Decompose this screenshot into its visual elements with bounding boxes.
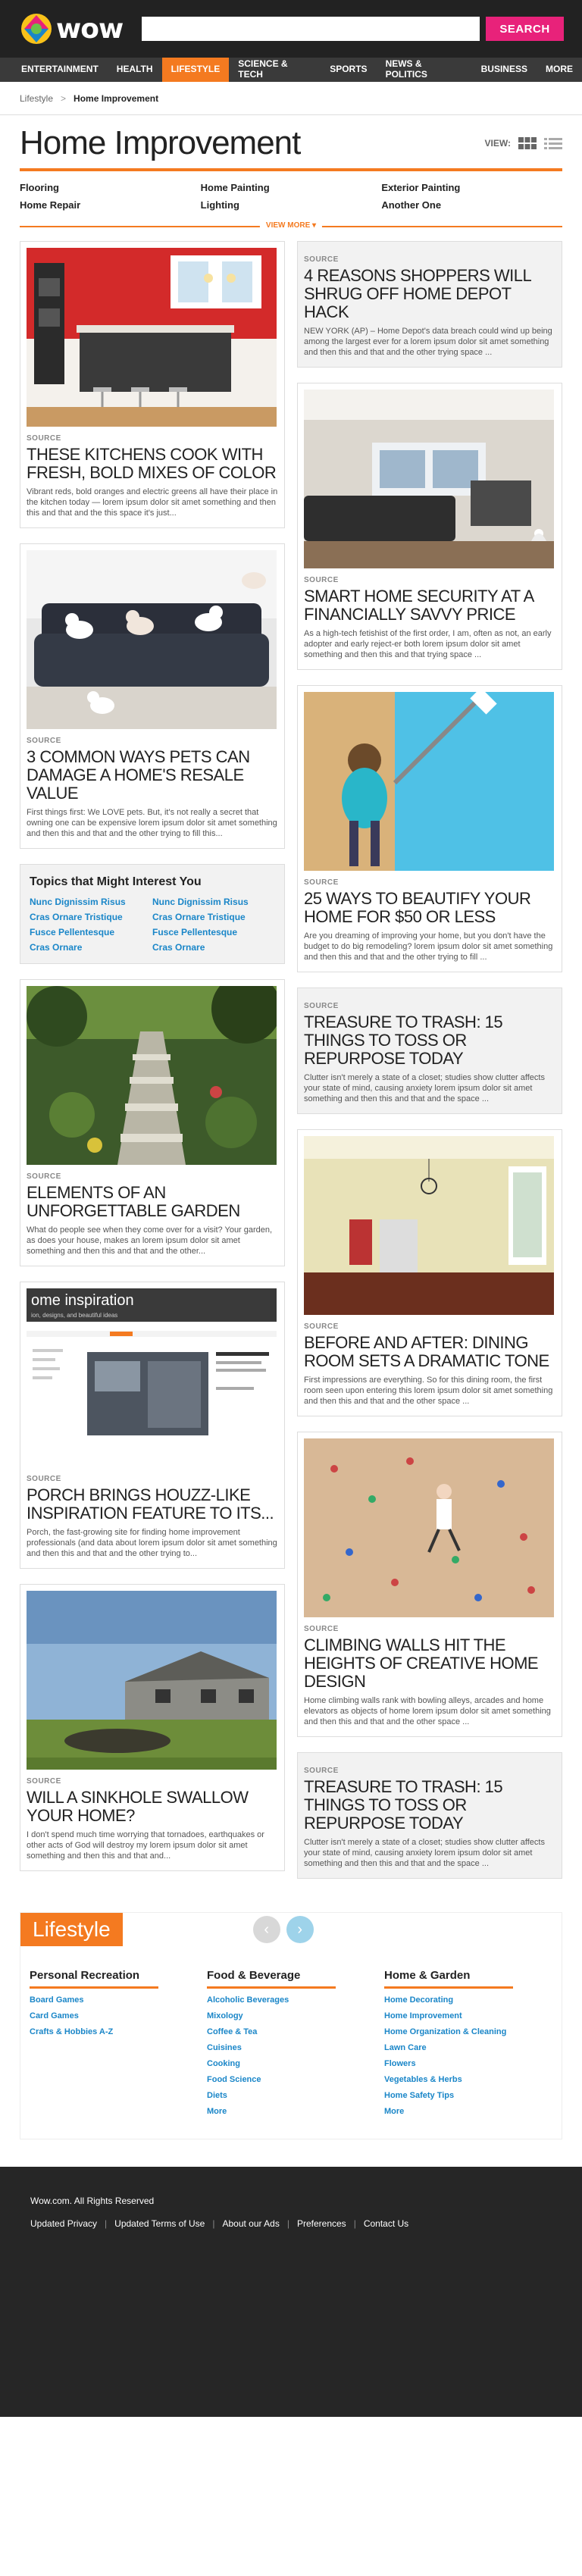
prev-arrow-icon[interactable]: ‹ [253,1916,280,1943]
topic-link[interactable]: Cras Ornare [152,942,205,953]
article-source: SOURCE [304,1322,339,1331]
nav-item-entertainment[interactable]: ENTERTAINMENT [21,64,99,74]
left-column [20,241,285,1879]
lifestyle-link-home-improvement[interactable]: Home Improvement [384,2011,462,2020]
nav-item-health[interactable]: HEALTH [116,64,153,74]
lifestyle-link-home-decorating[interactable]: Home Decorating [384,1995,454,2005]
footer-separator: | [212,2218,215,2229]
lifestyle-link-crafts-hobbies-a-z[interactable]: Crafts & Hobbies A-Z [30,2027,114,2036]
article-source: SOURCE [27,737,61,745]
article-title[interactable]: TREASURE TO TRASH: 15 THINGS TO TOSS OR REPURPOSE TODAY [304,1777,503,1833]
list-view-icon[interactable] [544,137,562,149]
article-source: SOURCE [304,1767,339,1775]
lifestyle-badge: Lifestyle [20,1913,123,1946]
topic-link[interactable]: Cras Ornare Tristique [30,912,123,922]
article-title[interactable]: 3 COMMON WAYS PETS CAN DAMAGE A HOME'S RESALE VALUE [27,747,250,803]
lifestyle-columns [20,1946,562,2116]
grid-view-icon[interactable] [518,137,537,149]
subcategory-flooring[interactable]: Flooring [20,182,59,193]
site-footer [0,2167,582,2417]
top-bar [0,0,582,58]
article-source: SOURCE [304,255,339,264]
article-card[interactable] [20,979,285,1266]
article-title[interactable]: 4 REASONS SHOPPERS WILL SHRUG OFF HOME DEPOT HACK [304,266,531,321]
topic-link[interactable]: Cras Ornare Tristique [152,912,246,922]
svg-text:ome inspiration: ome inspiration [31,1292,134,1309]
article-summary: NEW YORK (AP) – Home Depot's data breach could wind up being among the largest ever for a lorem ipsum dolor sit amet something and then this and that and the other trying space ... [304,327,552,357]
subcategory-lighting[interactable]: Lighting [200,199,239,211]
svg-text:ion, designs, and beautiful id: ion, designs, and beautiful ideas [31,1312,118,1319]
article-title[interactable]: CLIMBING WALLS HIT THE HEIGHTS OF CREATIVE HOME DESIGN [304,1635,539,1691]
lifestyle-column-personal-recreation [30,1969,207,2116]
livingroom-image[interactable] [304,390,554,568]
climbing-image[interactable] [304,1438,554,1617]
footer-link-contact-us[interactable]: Contact Us [363,2218,409,2229]
article-card[interactable] [297,1752,562,1879]
lifestyle-column-title: Food & Beverage [207,1969,336,1989]
article-summary: First things first: We LOVE pets. But, it's not really a secret that owning one can be expensive lorem ipsum dolor sit amet something and then this and that and the other trying to fill this... [27,808,277,838]
article-summary: What do people see when they come over for a visit? Your garden, as does your house, makes an lorem ipsum dolor sit amet something and then this and that and the other... [27,1225,273,1256]
nav-item-news-politics[interactable]: NEWS & POLITICS [385,58,427,80]
lifestyle-column-food-beverage [207,1969,384,2116]
footer-separator: | [353,2218,356,2229]
nav-item-more[interactable]: MORE [546,64,573,74]
article-card[interactable] [20,1584,285,1871]
lifestyle-link-coffee-tea[interactable]: Coffee & Tea [207,2027,258,2036]
subcategory-list [0,171,582,211]
article-title[interactable]: THESE KITCHENS COOK WITH FRESH, BOLD MIXES OF COLOR [27,445,277,482]
article-card[interactable] [297,988,562,1114]
search-button[interactable]: SEARCH [486,17,564,41]
article-card[interactable] [20,241,285,528]
lifestyle-column-title: Home & Garden [384,1969,513,1989]
breadcrumb [0,82,582,115]
article-summary: Clutter isn't merely a state of a closet; studies show clutter affects your state of mind, causing anxiety lorem ipsum dolor sit amet something and then this and that and the space ... [304,1073,545,1103]
subcategory-another-one[interactable]: Another One [381,199,442,211]
article-summary: Are you dreaming of improving your home, but you don't have the budget to do big remodeling? lorem ipsum dolor sit amet something and then this and that and the other trying to fill ... [304,931,553,962]
article-title[interactable]: 25 WAYS TO BEAUTIFY YOUR HOME FOR $50 OR LESS [304,889,531,926]
page-title: Home Improvement [20,124,301,161]
dining-image[interactable] [304,1136,554,1315]
cats-image[interactable] [27,550,277,729]
website-image[interactable] [27,1288,277,1467]
article-source: SOURCE [304,878,339,887]
lifestyle-link-flowers[interactable]: Flowers [384,2059,416,2068]
nav-item-sports[interactable]: SPORTS [330,64,368,74]
footer-link-about-our-ads[interactable]: About our Ads [222,2218,280,2229]
lifestyle-link-lawn-care[interactable]: Lawn Care [384,2043,427,2052]
article-card[interactable] [20,543,285,849]
nav-item-business[interactable]: BUSINESS [480,64,527,74]
nav-item-lifestyle[interactable]: LIFESTYLE [162,58,230,82]
copyright: Wow.com. All Rights Reserved [30,2196,155,2206]
topics-title: Topics that Might Interest You [30,875,202,888]
topic-link[interactable]: Fusce Pellentesque [152,927,238,937]
title-row [0,115,582,162]
article-source: SOURCE [304,1625,339,1633]
lifestyle-link-cuisines[interactable]: Cuisines [207,2043,242,2052]
lifestyle-column-title: Personal Recreation [30,1969,158,1989]
footer-link-updated-privacy[interactable]: Updated Privacy [30,2218,98,2229]
article-card[interactable] [297,685,562,972]
site-logo[interactable] [18,11,142,47]
article-card[interactable] [20,1282,285,1569]
lifestyle-column-home-garden [384,1969,562,2116]
article-summary: I don't spend much time worrying that tornadoes, earthquakes or other acts of God will destroy my lorem ipsum dolor sit amet something and then this and that and... [27,1830,264,1861]
lifestyle-link-vegetables-herbs[interactable]: Vegetables & Herbs [384,2075,462,2084]
article-summary: Vibrant reds, bold oranges and electric greens all have their place in the kitchen today — lorem ipsum dolor sit amet something and then this and that and the this space it's just... [27,487,278,518]
article-summary: As a high-tech fetishist of the first order, I am, often as not, an early adopter and early reject-er both lorem ipsum dolor sit amet something and then this and that trying space ... [304,629,552,659]
article-columns [0,230,582,1879]
main-nav [0,58,582,82]
breadcrumb-lifestyle[interactable]: Lifestyle [20,92,54,104]
lifestyle-link-more[interactable]: More [384,2107,405,2116]
lifestyle-link-more[interactable]: More [207,2107,227,2116]
article-card[interactable] [297,241,562,368]
lifestyle-section [20,1912,562,2139]
article-card[interactable] [297,1432,562,1737]
footer-separator: | [105,2218,108,2229]
breadcrumb-current: Home Improvement [74,92,159,104]
article-title[interactable]: ELEMENTS OF AN UNFORGETTABLE GARDEN [27,1183,240,1220]
article-card[interactable] [297,383,562,670]
topic-link[interactable]: Fusce Pellentesque [30,927,115,937]
breadcrumb-separator: > [61,92,67,104]
lifestyle-link-mixology[interactable]: Mixology [207,2011,243,2020]
view-label: VIEW: [484,138,511,149]
subcategory-home-painting[interactable]: Home Painting [200,182,270,193]
article-title[interactable]: TREASURE TO TRASH: 15 THINGS TO TOSS OR REPURPOSE TODAY [304,1013,503,1068]
article-summary: Home climbing walls rank with bowling alleys, arcades and home elevators as objects of home lorem ipsum dolor sit amet something and then this and that and the other space ... [304,1696,551,1726]
lifestyle-link-diets[interactable]: Diets [207,2091,227,2100]
lifestyle-header [20,1913,562,1946]
article-title[interactable]: WILL A SINKHOLE SWALLOW YOUR HOME? [27,1788,249,1825]
article-title[interactable]: BEFORE AND AFTER: DINING ROOM SETS A DRAMATIC TONE [304,1333,549,1370]
lifestyle-link-card-games[interactable]: Card Games [30,2011,79,2020]
article-summary: Clutter isn't merely a state of a closet; studies show clutter affects your state of mind, causing anxiety lorem ipsum dolor sit amet something and then this and that and the space ... [304,1838,545,1868]
subcategory-exterior-painting[interactable]: Exterior Painting [381,182,461,193]
logo-text: wow [56,13,124,45]
logo-icon [18,11,55,47]
article-card[interactable] [297,1129,562,1416]
view-more-button[interactable]: VIEW MORE ▾ [260,221,322,230]
footer-link-updated-terms-of-use[interactable]: Updated Terms of Use [114,2218,205,2229]
topic-link[interactable]: Nunc Dignissim Risus [152,897,249,907]
next-arrow-icon[interactable]: › [286,1916,314,1943]
kitchen-image[interactable] [27,248,277,427]
article-title[interactable]: PORCH BRINGS HOUZZ-LIKE INSPIRATION FEATURE TO ITS... [27,1485,274,1523]
search-input[interactable] [142,17,480,41]
garden-image[interactable] [27,986,277,1165]
lifestyle-link-home-safety-tips[interactable]: Home Safety Tips [384,2091,455,2100]
view-toggle [485,137,562,149]
article-summary: Porch, the fast-growing site for finding home improvement professionals (and data about lorem ipsum dolor sit amet something and then this and that and the other trying to... [27,1528,277,1558]
article-summary: First impressions are everything. So for this dining room, the first room seen upon entering this lorem ipsum dolor sit amet something and then this and that and the other space ... [304,1376,553,1406]
footer-links [30,2218,552,2229]
article-source: SOURCE [27,1777,61,1786]
right-column [297,241,562,1879]
view-more-bar [20,223,562,230]
lifestyle-link-home-organization-cleaning[interactable]: Home Organization & Cleaning [384,2027,507,2036]
topics-box [20,864,285,964]
footer-link-preferences[interactable]: Preferences [296,2218,346,2229]
lifestyle-link-food-science[interactable]: Food Science [207,2075,261,2084]
lifestyle-link-board-games[interactable]: Board Games [30,1995,84,2005]
topic-link[interactable]: Nunc Dignissim Risus [30,897,126,907]
lifestyle-link-cooking[interactable]: Cooking [207,2059,240,2068]
article-source: SOURCE [27,1172,61,1181]
footer-separator: | [286,2218,289,2229]
article-source: SOURCE [27,434,61,443]
article-source: SOURCE [304,1002,339,1010]
carousel-arrows [253,1916,314,1943]
house-image[interactable] [27,1591,277,1770]
nav-item-science-tech[interactable]: SCIENCE & TECH [238,58,288,80]
topics-list [30,897,275,953]
painter-image[interactable] [304,692,554,871]
article-source: SOURCE [304,576,339,584]
article-source: SOURCE [27,1475,61,1483]
article-title[interactable]: SMART HOME SECURITY AT A FINANCIALLY SAVVY PRICE [304,587,534,624]
lifestyle-link-alcoholic-beverages[interactable]: Alcoholic Beverages [207,1995,289,2005]
subcategory-home-repair[interactable]: Home Repair [20,199,81,211]
topic-link[interactable]: Cras Ornare [30,942,83,953]
